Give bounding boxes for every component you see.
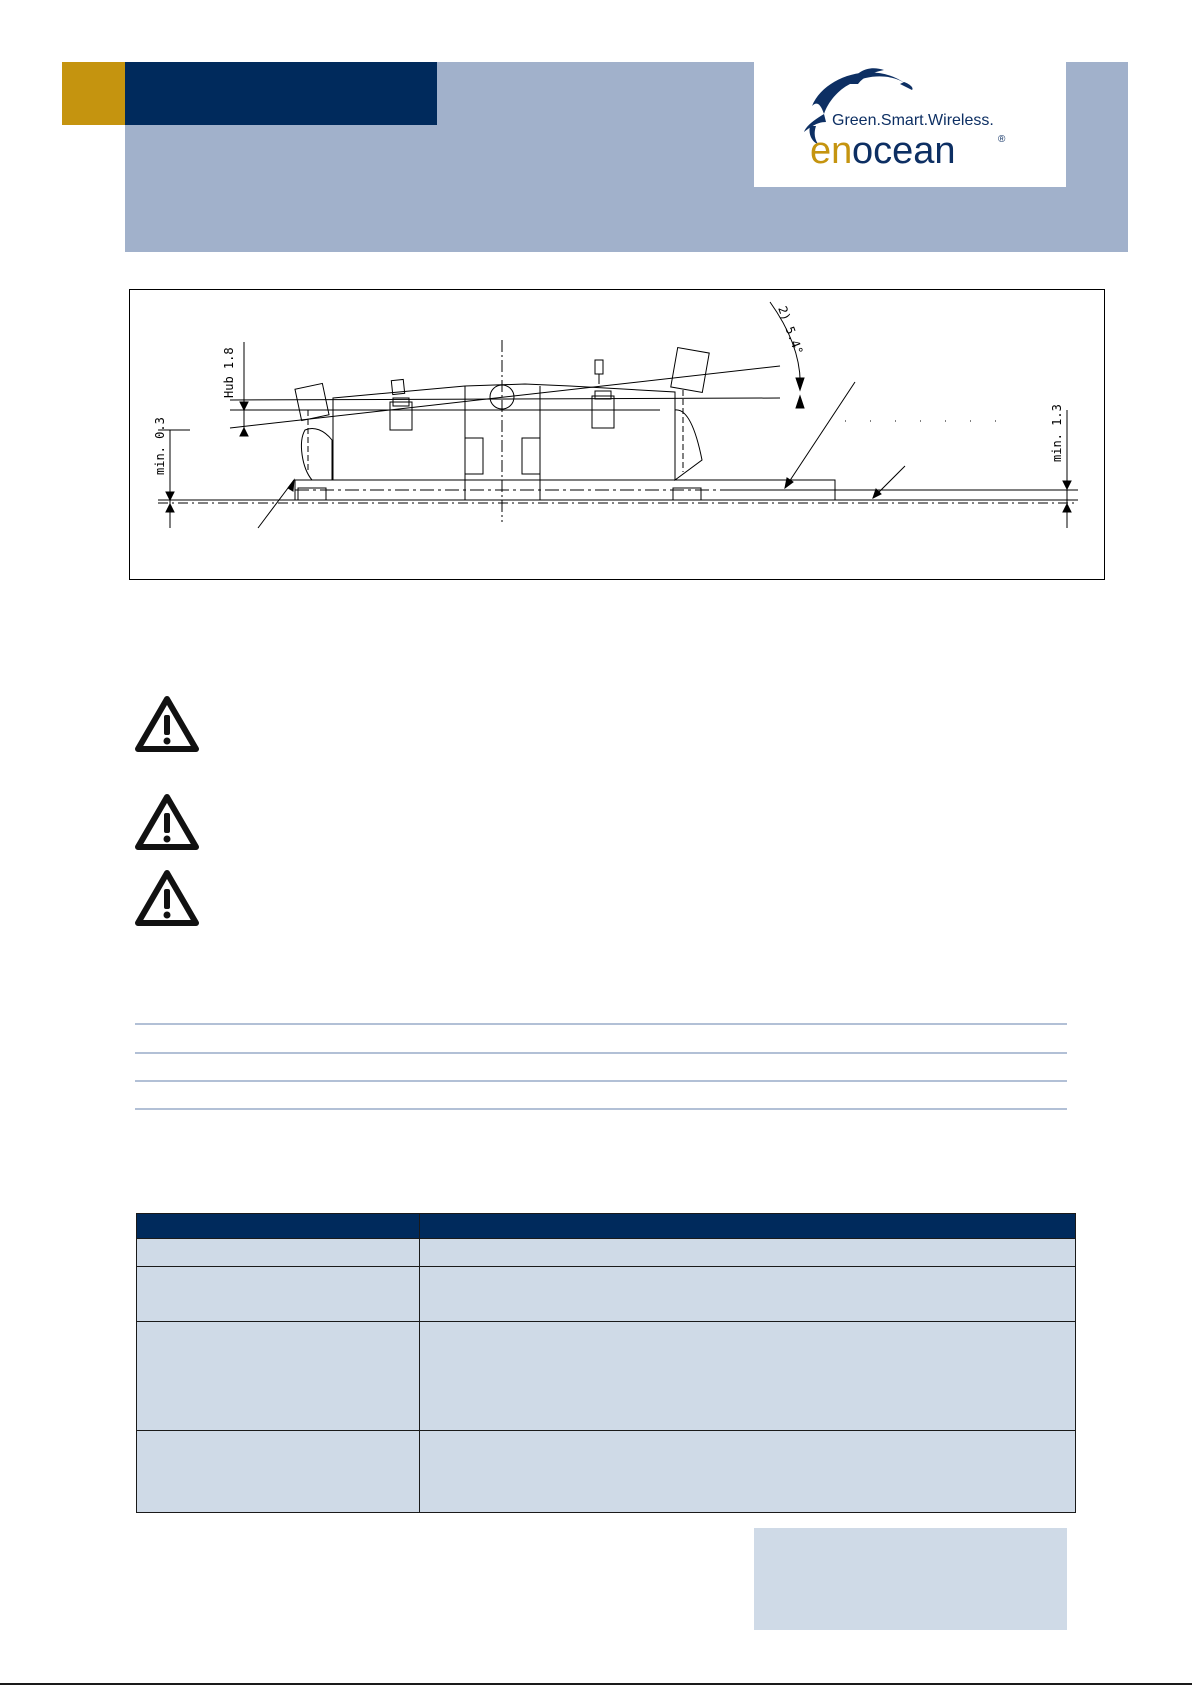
hub-dimension — [240, 342, 248, 436]
min-right-dimension — [1063, 410, 1071, 528]
table-row — [137, 1322, 1076, 1431]
table-header-row — [137, 1214, 1076, 1239]
separator-line — [135, 1023, 1067, 1025]
footer-box — [754, 1528, 1067, 1630]
spec-table — [136, 1213, 1076, 1513]
logo-brand-prefix: en — [810, 130, 853, 172]
warning-triangle-icon — [134, 869, 200, 927]
logo-tagline: Green.Smart.Wireless. — [832, 112, 994, 129]
table-row — [137, 1267, 1076, 1322]
table-cell-label — [137, 1322, 420, 1431]
angle-label: 2) 5.4° — [775, 304, 806, 357]
separator-line — [135, 1080, 1067, 1082]
header-navy-block — [125, 62, 437, 125]
table-cell-label — [137, 1431, 420, 1513]
table-row — [137, 1431, 1076, 1513]
warning-triangle-icon — [134, 793, 200, 851]
table-header-cell — [137, 1214, 420, 1239]
table-cell-label — [137, 1239, 420, 1267]
table-cell-value — [420, 1267, 1076, 1322]
logo-registered-mark: ® — [998, 134, 1006, 145]
switch-body — [295, 348, 835, 500]
header-gold-block — [62, 62, 125, 125]
separator-line — [135, 1052, 1067, 1054]
tilt-line — [230, 366, 780, 428]
table-row — [137, 1239, 1076, 1267]
enocean-logo — [754, 62, 1066, 187]
table-cell-value — [420, 1322, 1076, 1431]
hub-dimension-label: Hub 1.8 — [222, 347, 236, 398]
table-cell-value — [420, 1431, 1076, 1513]
leader-line-1 — [785, 382, 855, 488]
min-right-label: min. 1.3 — [1050, 404, 1064, 462]
min-left-label: min. 0.3 — [153, 417, 167, 475]
logo-brand-suffix: ocean — [852, 130, 956, 172]
table-header-cell — [420, 1214, 1076, 1239]
mechanical-drawing — [129, 289, 1105, 580]
rocker-ref-line — [230, 398, 780, 400]
table-cell-label — [137, 1267, 420, 1322]
warning-1 — [134, 695, 200, 758]
table-cell-value — [420, 1239, 1076, 1267]
warning-triangle-icon — [134, 695, 200, 753]
separator-line — [135, 1108, 1067, 1110]
warning-2 — [134, 793, 200, 856]
warning-3 — [134, 869, 200, 932]
